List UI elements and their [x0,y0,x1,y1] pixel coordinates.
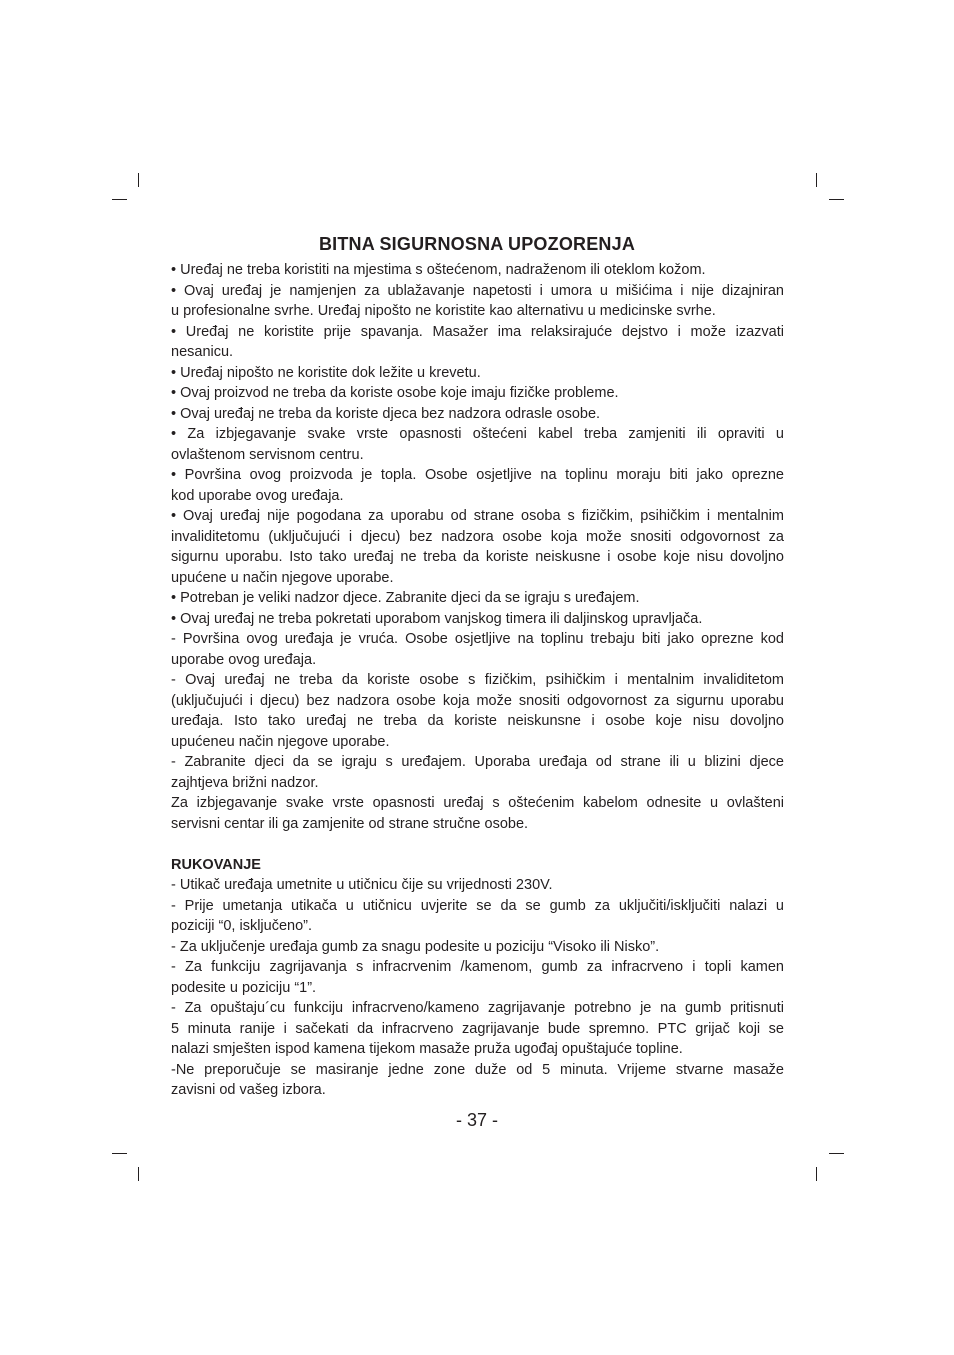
text-line: - Za uključenje uređaja gumb za snagu podesite u poziciju “Visoko ili Nisko”. [171,938,660,955]
text-line: sigurnu uporabu. Isto tako uređaj ne treba da koriste neiskusne i osobe koje nisu dovoljno [171,549,784,565]
warning-paragraph [171,609,784,630]
warning-paragraph [171,363,784,384]
text-line: - Zabranite djeci da se igraju s uređajem. Uporaba uređaja od strane ili u blizini djece [171,754,784,770]
text-line: • Uređaj nipošto ne koristite dok ležite u krevetu. [171,364,481,381]
crop-mark-bottom-left-horizontal [112,1153,127,1154]
text-line: - Površina ovog uređaja je vruća. Osobe osjetljive na toplinu trebaju biti jako oprezne kod [171,631,784,647]
warning-paragraph [171,404,784,425]
text-line: • Ovaj uređaj nije pogodana za uporabu od strane osoba s fizičkim, psihičkim i mentalnim [171,508,784,524]
text-line: • Ovaj proizvod ne treba da koriste osobe koje imaju fizičke probleme. [171,385,619,401]
text-line: zavisni od vašeg izbora. [171,1082,326,1098]
warning-paragraph [171,383,784,404]
text-line: (uključujući i djecu) bez nadzora osobe koja može snositi odgovornost za sigurnu uporabu [171,692,784,709]
text-line: u profesionalne svrhe. Uređaj nipošto ne koristite kao alternativu u medicinske svrhe. [171,303,716,319]
text-line: Za izbjegavanje svake vrste opasnosti uređaj s oštećenim kabelom odnesite u ovlašteni [171,795,784,811]
safety-warnings-list [171,260,784,834]
text-line: - Prije umetanja utikača u utičnicu uvjerite se da se gumb za uključiti/isključiti nalazi u [171,897,784,914]
warning-paragraph [171,670,784,752]
text-line: poziciji “0, isključeno”. [171,918,313,934]
crop-mark-top-right-vertical [816,173,817,187]
text-line: • Potreban je veliki nadzor djece. Zabranite djeci da se igraju s uređajem. [171,590,640,606]
text-line: kod uporabe ovog uređaja. [171,487,344,504]
crop-mark-top-left-horizontal [112,199,127,200]
text-line: 5 minuta ranije i sačekati da infracrveno zagrijavanje bude spremno. PTC grijač koji se [171,1020,784,1037]
crop-mark-top-right-horizontal [829,199,844,200]
warning-paragraph [171,506,784,588]
handling-paragraph [171,937,784,958]
text-line: • Ovaj uređaj ne treba pokretati uporabom vanjskog timera ili daljinskog upravljača. [171,610,703,627]
handling-paragraph [171,998,784,1060]
warning-paragraph [171,260,784,281]
text-line: - Za funkciju zagrijavanja s infracrvenim /kamenom, gumb za infracrveno i topli kamen [171,959,784,975]
handling-paragraph [171,1060,784,1101]
page-title: BITNA SIGURNOSNA UPOZORENJA [318,234,636,254]
text-line: - Utikač uređaja umetnite u utičnicu čije su vrijednosti 230V. [171,877,553,893]
text-line: • Površina ovog proizvoda je topla. Osobe osjetljive na toplinu moraju biti jako oprezne [171,467,784,483]
text-line: invaliditetomu (uključujući i djecu) bez nadzora osobe koja može snositi odgovornost za [171,528,784,545]
warning-paragraph [171,424,784,465]
text-line: uređaja. Isto tako uređaj ne treba da koriste neiskunsne i osobe koje nisu dovoljno [171,713,784,729]
section-heading-handling: RUKOVANJE [171,856,261,873]
handling-instructions-list [171,875,784,1101]
text-line: zajhtjeva brižni nadzor. [171,774,319,791]
text-line: upućene u način njegove uporabe. [171,569,394,586]
text-line: nalazi smješten ispod kamena tijekom masaže pruža ugođaj opuštajuće topline. [171,1041,683,1057]
document-body [171,260,784,1101]
text-line: podesite u poziciju “1”. [171,979,317,996]
text-line: -Ne preporučuje se masiranje jedne zone duže od 5 minuta. Vrijeme stvarne masaže [171,1061,784,1078]
warning-paragraph [171,629,784,670]
text-line: • Uređaj ne koristite prije spavanja. Masažer ima relaksirajuće dejstvo i može izazvati [171,323,784,340]
text-line: - Ovaj uređaj ne treba da koriste osobe s fizičkim, psihičkim i mentalnim invaliditetom [171,672,784,688]
warning-paragraph [171,322,784,363]
text-line: • Uređaj ne treba koristiti na mjestima s oštećenom, nadraženom ili oteklom kožom. [171,262,706,278]
warning-paragraph [171,588,784,609]
warning-paragraph [171,793,784,834]
text-line: • Ovaj uređaj je namjenjen za ublažavanje napetosti i umora u mišićima i nije dizajniran [171,282,784,299]
handling-paragraph [171,875,784,896]
crop-mark-bottom-left-vertical [138,1167,139,1181]
text-line: servisni centar ili ga zamjenite od strane stručne osobe. [171,815,529,832]
section-spacer [171,834,784,855]
warning-paragraph [171,752,784,793]
warning-paragraph [171,465,784,506]
warning-paragraph [171,281,784,322]
text-line: nesanicu. [171,344,234,360]
text-line: • Za izbjegavanje svake vrste opasnosti oštećeni kabel treba zamjeniti ili opraviti u [171,426,784,442]
text-line: - Za opuštaju´cu funkciju infracrveno/kameno zagrijavanje potrebno je na gumb pritisnuti [171,1000,784,1016]
text-line: ovlaštenom servisnom centru. [171,446,364,463]
crop-mark-bottom-right-vertical [816,1167,817,1181]
handling-paragraph [171,957,784,998]
page-number: - 37 - [455,1110,498,1130]
text-line: uporabe ovog uređaja. [171,651,317,668]
text-line: • Ovaj uređaj ne treba da koriste djeca bez nadzora odrasle osobe. [171,405,601,422]
crop-mark-bottom-right-horizontal [829,1153,844,1154]
text-line: upućeneu način njegove uporabe. [171,733,390,750]
crop-mark-top-left-vertical [138,173,139,187]
handling-paragraph [171,896,784,937]
